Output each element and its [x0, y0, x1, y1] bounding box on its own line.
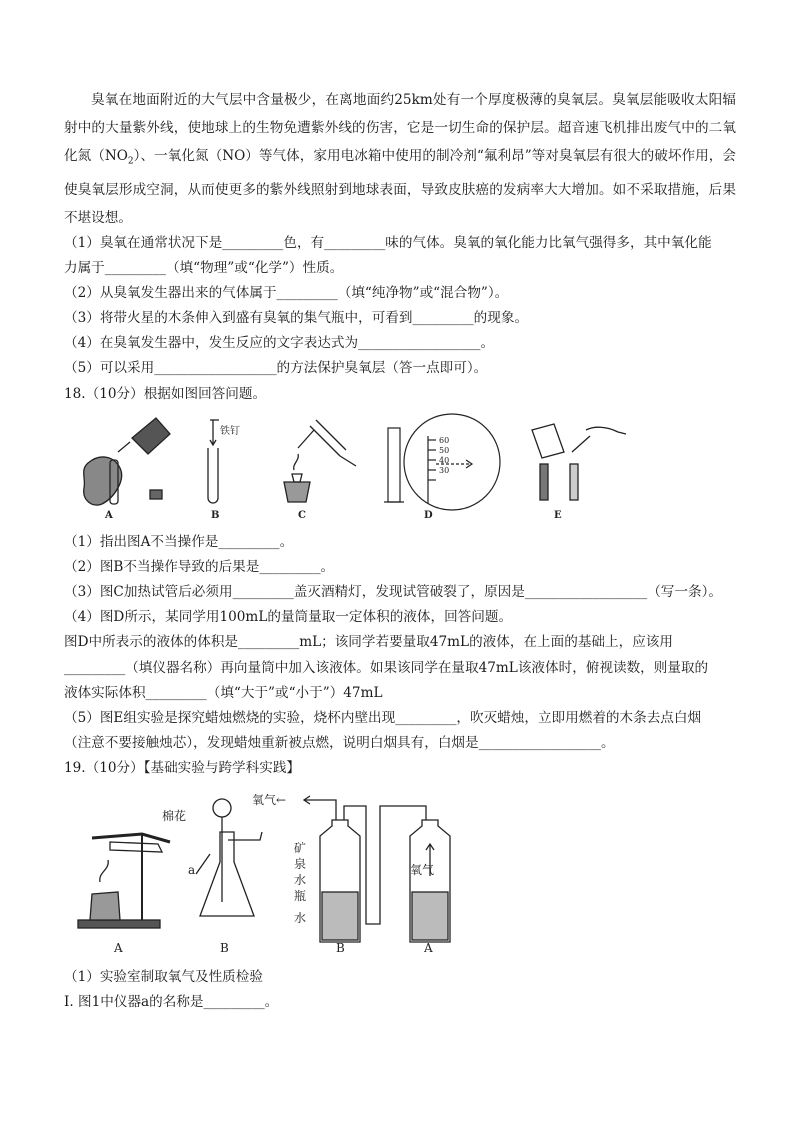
figure-c-heating-tube	[284, 420, 356, 502]
q19-figure-text	[162, 792, 434, 925]
passage-part-1: 臭氧在地面附近的大气层中含量极少，在离地面约25km处有一个厚度极薄的臭氧层。臭氧层能吸收太阳辐射中的大量紫外线，使地球上的生物免遭紫外线的伤害，它是一切生命的保护层。超音速飞机排出废气中的二氧化氮（NO	[64, 92, 736, 164]
mineral-water-char-1: 矿	[294, 841, 307, 855]
water-label: 水	[294, 911, 307, 925]
passage-part-2: ）、一氧化氮（NO）等气体，家用电冰箱中使用的制冷剂“氟利昂”等对臭氧层有很大的破坏作用，会使臭氧层形成空洞，从而使更多的紫外线照射到地球表面，导致皮肤癌的发病率大大增加。如不采取措施，后果不堪设想。	[64, 148, 736, 226]
q18-figure	[70, 408, 630, 520]
q19-figure-labels	[113, 941, 433, 955]
figure-d-scale-labels	[439, 436, 449, 475]
q18-item-4: （4）图D所示，某同学用100mL的量筒量取一定体积的液体，回答问题。	[64, 609, 513, 625]
label-b-bottle: B	[336, 941, 345, 955]
figure-b-test-tube-nail	[208, 420, 219, 503]
q18-heading: 18.（10分）根据如图回答问题。	[64, 386, 267, 402]
mineral-water-char-4: 瓶	[294, 889, 307, 903]
oxygen-in-bottle-label: 氧气	[410, 863, 435, 877]
label-b: B	[220, 941, 229, 955]
q18-item-4-line-3: _________（填仪器名称）再向量筒中加入该液体。如果该同学在量取47mL该液体时，俯视读数，则量取的	[64, 660, 709, 676]
scale-60: 60	[439, 436, 450, 445]
mineral-water-char-2: 泉	[294, 857, 307, 871]
q19-item-1: （1）实验室制取氧气及性质检验	[64, 969, 263, 985]
mineral-water-char-3: 水	[294, 873, 307, 887]
figure-a-pouring-liquid	[84, 418, 170, 505]
q18-item-2: （2）图B不当操作导致的后果是_________。	[64, 559, 335, 575]
q18-item-4-line-4: 液体实际体积_________（填“大于”或“小于”）47mL	[64, 685, 383, 701]
label-b: B	[211, 510, 220, 520]
apparatus-b-flask	[196, 799, 262, 916]
oxygen-out-label: 氧气←	[252, 793, 287, 807]
q17-item-1: （1）臭氧在通常状况下是_________色，有_________味的气体。臭氧的氧化能力比氧气强得多，其中氧化能	[64, 235, 712, 251]
apparatus-a-heating-setup	[78, 834, 170, 928]
no2-subscript: 2	[127, 156, 134, 167]
scale-40: 40	[439, 456, 450, 465]
label-d: D	[424, 510, 433, 520]
ozone-passage	[64, 86, 736, 232]
label-c: C	[298, 510, 306, 520]
cotton-label: 棉花	[162, 809, 187, 823]
q17-item-2: （2）从臭氧发生器出来的气体属于_________（填“纯净物”或“混合物”）。	[64, 285, 509, 301]
q19-figure	[70, 786, 470, 958]
q17-item-1-cont: 力属于_________（填“物理”或“化学”）性质。	[64, 260, 344, 276]
q17-item-3: （3）将带火星的木条伸入到盛有臭氧的集气瓶中，可看到_________的现象。	[64, 310, 529, 326]
q19-item-1-i: Ⅰ. 图1中仪器a的名称是_________。	[64, 994, 279, 1010]
label-a: A	[114, 941, 123, 955]
label-a: A	[105, 510, 113, 520]
label-e: E	[554, 510, 562, 520]
q18-item-1: （1）指出图A不当操作是_________。	[64, 534, 294, 550]
q19-heading: 19.（10分）【基础实验与跨学科实践】	[64, 760, 301, 776]
q17-item-4: （4）在臭氧发生器中，发生反应的文字表达式为__________________。	[64, 335, 495, 351]
instrument-a-label: a	[188, 863, 196, 877]
figure-e-candle	[532, 424, 626, 500]
q18-figure-labels	[104, 510, 562, 520]
q18-item-4-line-2: 图D中所表示的液体的体积是_________mL；该同学若要量取47mL的液体，在上面的基础上，应该用	[64, 634, 673, 650]
q18-item-5-cont: （注意不要接触烛芯），发现蜡烛重新被点燃，说明白烟具有，白烟是__________________。	[64, 735, 615, 751]
scale-50: 50	[439, 446, 450, 455]
scale-30: 30	[439, 466, 450, 475]
iron-nail-label: 铁钉	[220, 426, 240, 437]
q18-item-3: （3）图C加热试管后必须用_________盖灭酒精灯，发现试管破裂了，原因是__________________（写一条）。	[64, 584, 722, 600]
q17-item-5: （5）可以采用__________________的方法保护臭氧层（答一点即可）。	[64, 360, 488, 376]
q18-item-5: （5）图E组实验是探究蜡烛燃烧的实验，烧杯内壁出现_________，吹灭蜡烛，立即用燃着的木条去点白烟	[64, 710, 702, 726]
label-a-bottle: A	[424, 941, 433, 955]
